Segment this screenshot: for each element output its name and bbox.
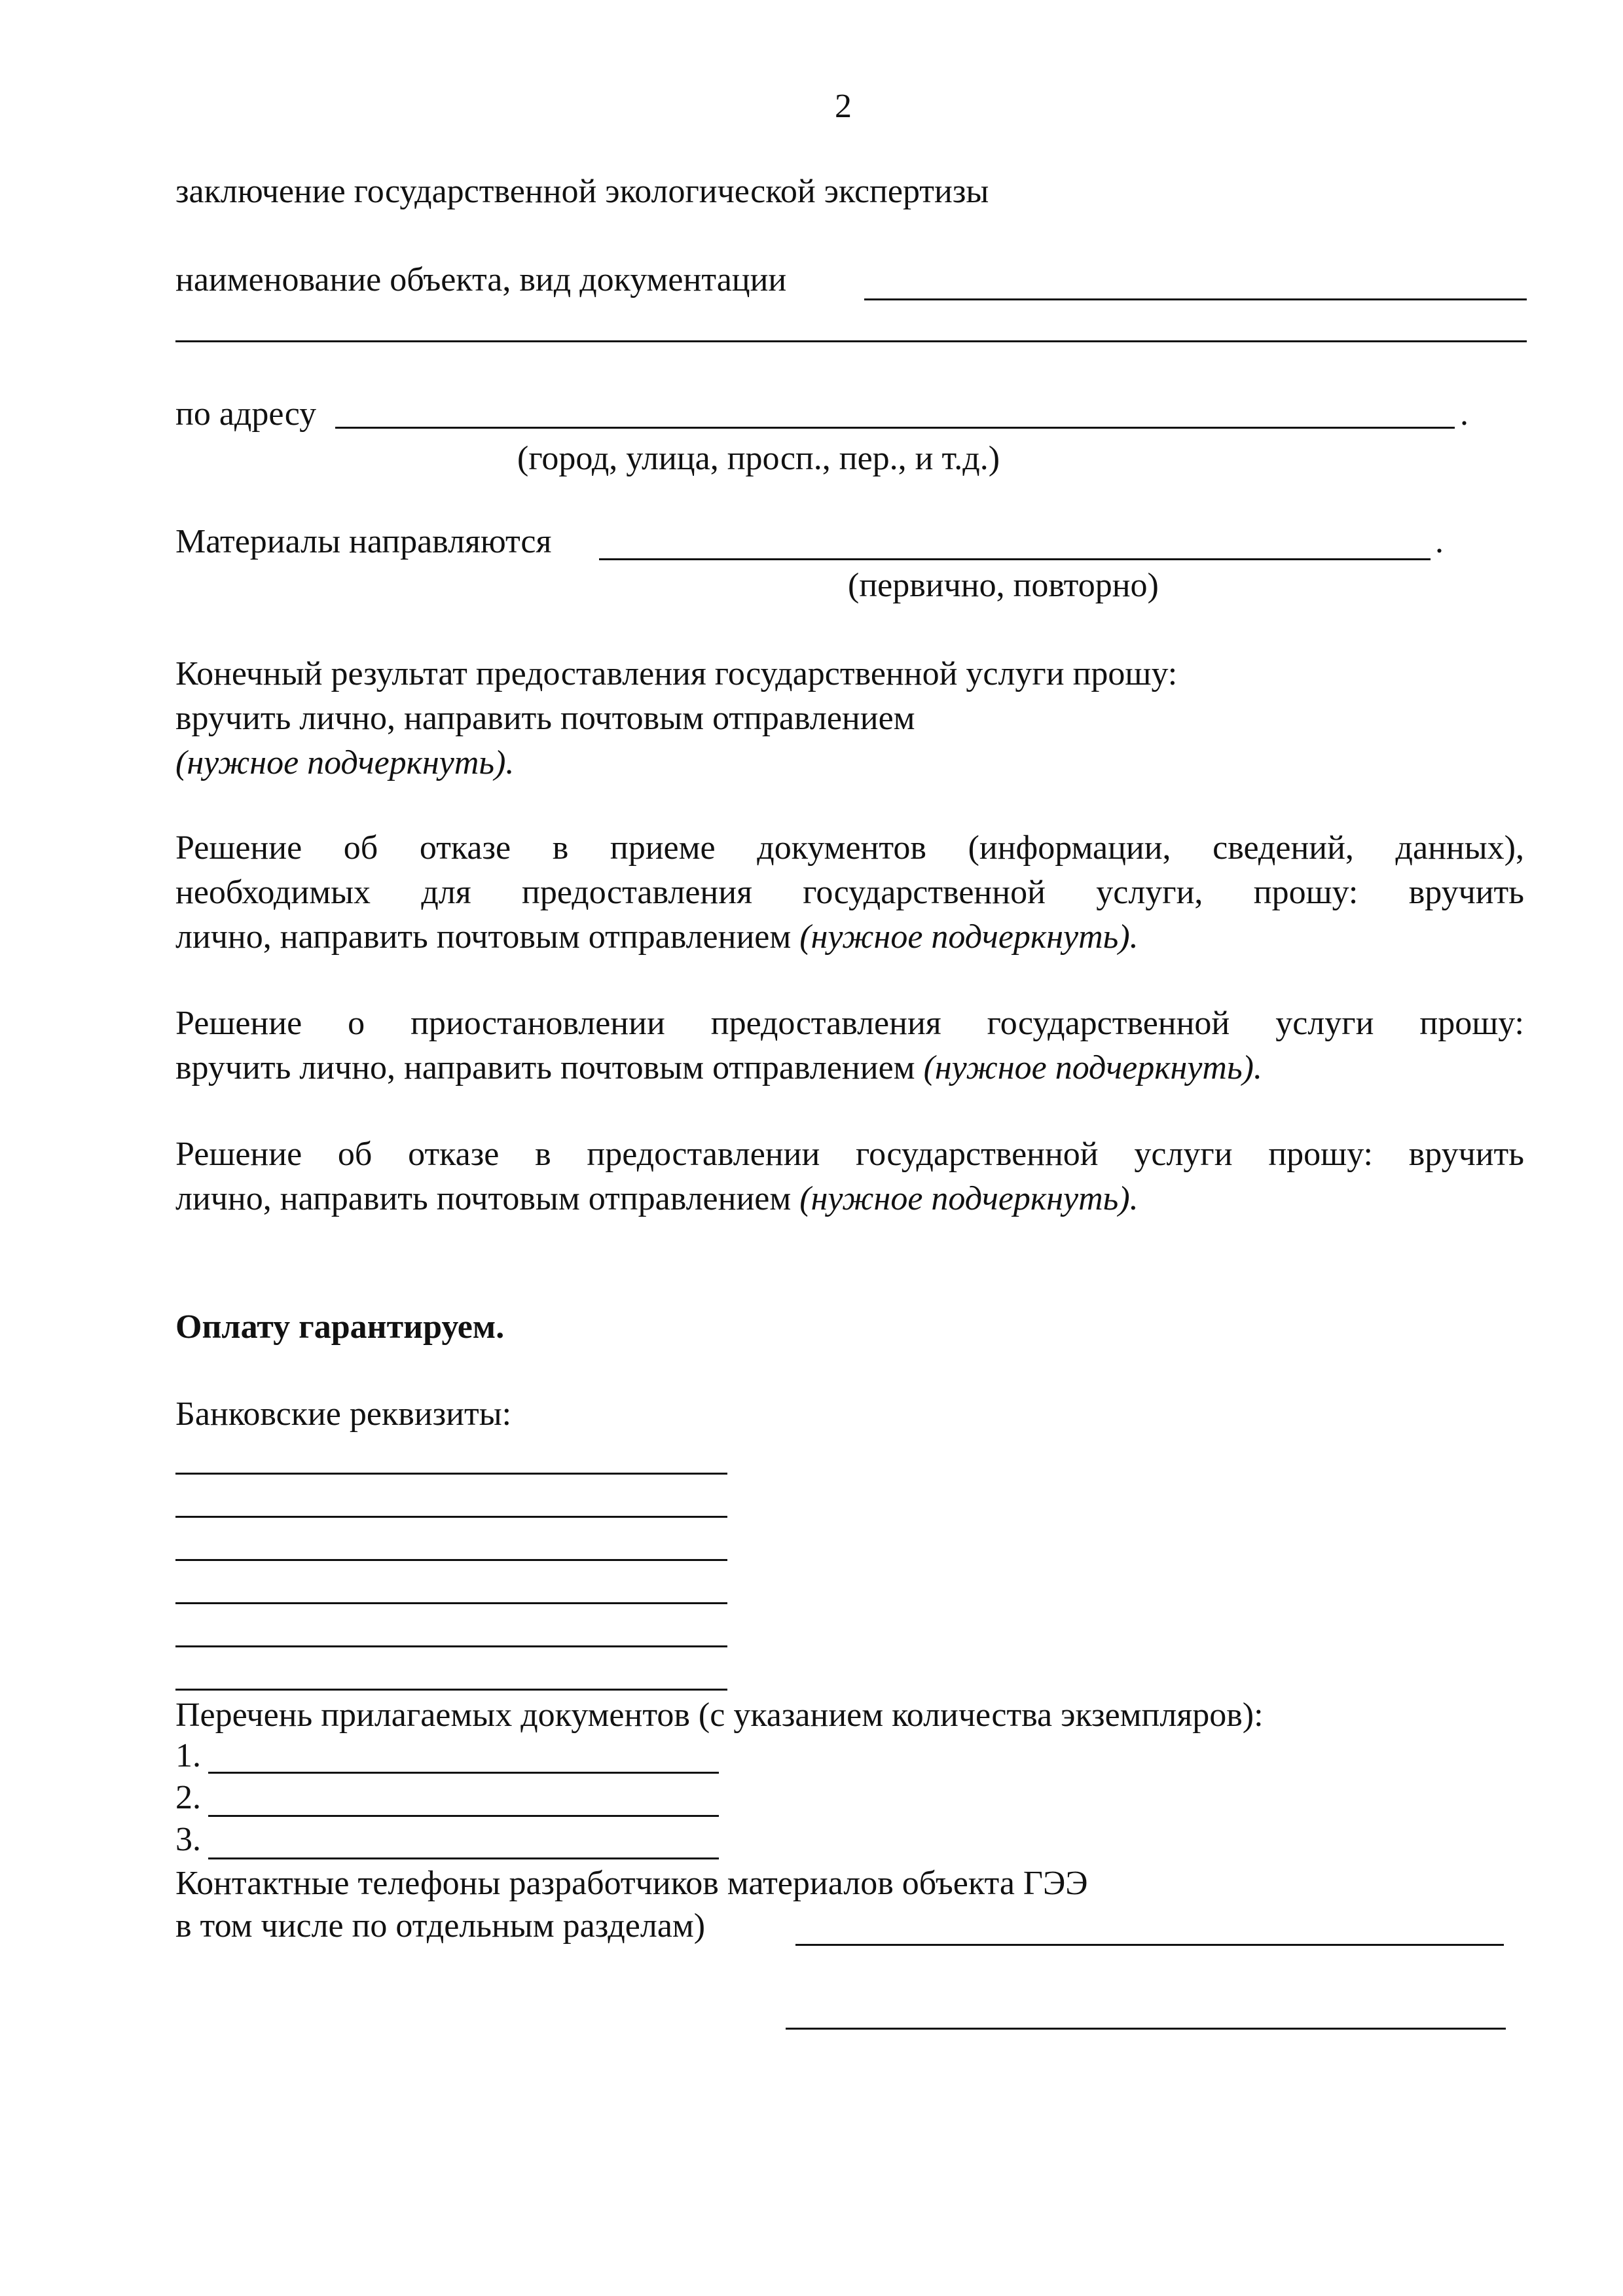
contacts-input-line-2[interactable]: [786, 2028, 1506, 2030]
contacts-line2: в том числе по отдельным разделам): [175, 1907, 706, 1945]
refusal-service-note: (нужное подчеркнуть).: [799, 1180, 1139, 1217]
object-name-input-line-2[interactable]: [175, 340, 1527, 342]
refusal-service-line2-text: лично, направить почтовым отправлением: [175, 1180, 792, 1217]
address-end-mark: .: [1460, 395, 1468, 433]
bank-details-line-1[interactable]: [175, 1473, 727, 1475]
contacts-line1: Контактные телефоны разработчиков материалов объекта ГЭЭ: [175, 1865, 1088, 1902]
attachment-number-2: 2.: [175, 1779, 201, 1816]
bank-details-line-5[interactable]: [175, 1645, 727, 1647]
refusal-service-line2: [175, 1177, 1524, 1221]
materials-input-line[interactable]: [599, 558, 1431, 560]
attachment-input-line-2[interactable]: [208, 1815, 719, 1817]
refusal-docs-line1: Решение об отказе в приеме документов (информации, сведений, данных),: [175, 829, 1524, 867]
refusal-docs-note: (нужное подчеркнуть).: [799, 918, 1139, 956]
refusal-service-paragraph: [175, 1132, 1524, 1221]
materials-end-mark: .: [1435, 523, 1444, 560]
materials-hint: (первично, повторно): [848, 567, 1159, 604]
suspension-line1: Решение о приостановлении предоставления государственной услуги прошу:: [175, 1005, 1524, 1042]
refusal-docs-paragraph: [175, 826, 1524, 960]
attachment-number-3: 3.: [175, 1821, 201, 1858]
refusal-docs-line3-text: лично, направить почтовым отправлением: [175, 918, 792, 956]
refusal-docs-line2: необходимых для предоставления государственной услуги, прошу: вручить: [175, 874, 1524, 911]
bank-details-line-4[interactable]: [175, 1602, 727, 1604]
final-result-note: (нужное подчеркнуть).: [175, 744, 515, 781]
address-input-line[interactable]: [335, 427, 1455, 429]
address-label: по адресу: [175, 395, 317, 433]
page-number: 2: [835, 88, 852, 125]
suspension-line2-text: вручить лично, направить почтовым отправлением: [175, 1049, 915, 1086]
attachments-label: Перечень прилагаемых документов (с указанием количества экземпляров):: [175, 1696, 1264, 1734]
address-hint: (город, улица, просп., пер., и т.д.): [517, 440, 1000, 477]
attachment-input-line-3[interactable]: [208, 1857, 719, 1859]
attachment-number-1: 1.: [175, 1737, 201, 1774]
final-result-line1: Конечный результат предоставления государственной услуги прошу:: [175, 655, 1178, 692]
bank-details-line-3[interactable]: [175, 1559, 727, 1561]
suspension-paragraph: [175, 1001, 1524, 1090]
bank-details-line-2[interactable]: [175, 1516, 727, 1518]
payment-guarantee: Оплату гарантируем.: [175, 1308, 505, 1346]
document-header-line: заключение государственной экологической экспертизы: [175, 173, 989, 210]
bank-details-line-6[interactable]: [175, 1689, 727, 1691]
object-name-label: наименование объекта, вид документации: [175, 261, 787, 298]
object-name-input-line[interactable]: [864, 298, 1527, 300]
suspension-line2: [175, 1046, 1524, 1090]
suspension-note: (нужное подчеркнуть).: [923, 1049, 1262, 1086]
refusal-service-line1: Решение об отказе в предоставлении государственной услуги прошу: вручить: [175, 1136, 1524, 1173]
materials-label: Материалы направляются: [175, 523, 552, 560]
final-result-line2: вручить лично, направить почтовым отправлением: [175, 700, 915, 737]
contacts-input-line-1[interactable]: [795, 1944, 1504, 1946]
refusal-docs-line3: [175, 915, 1524, 960]
attachment-input-line-1[interactable]: [208, 1772, 719, 1774]
bank-details-label: Банковские реквизиты:: [175, 1395, 512, 1433]
